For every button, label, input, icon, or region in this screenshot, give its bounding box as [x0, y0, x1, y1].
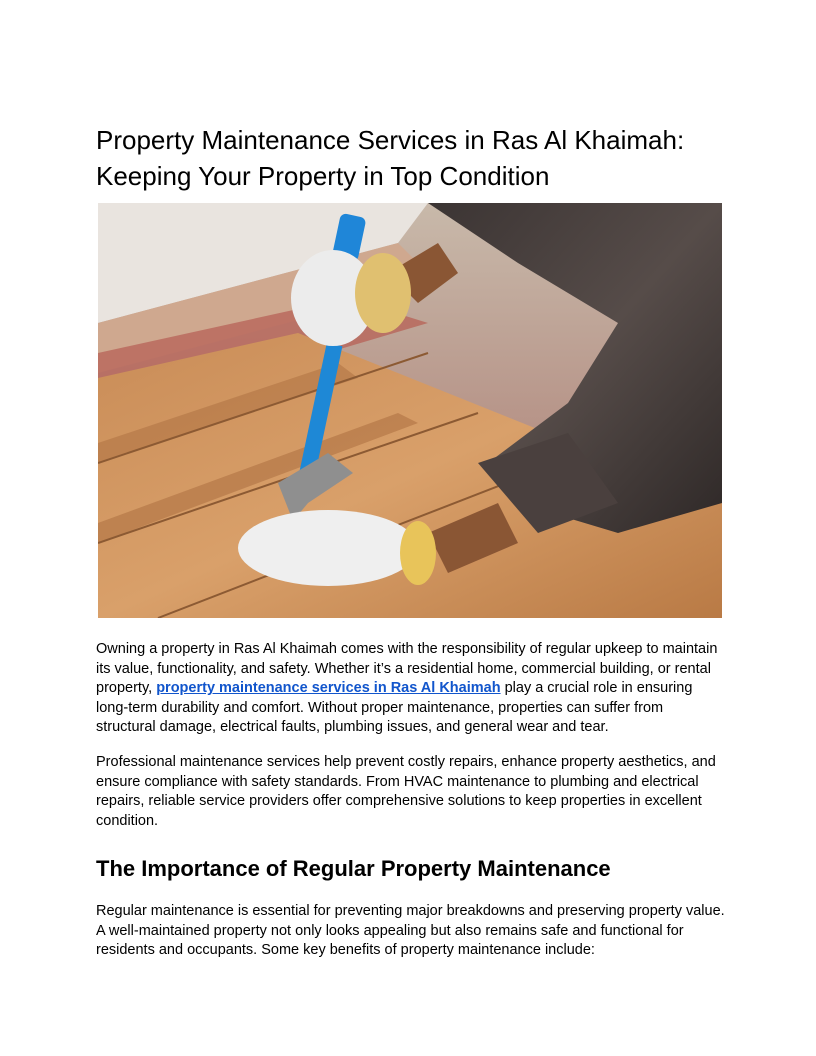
- paragraph-2: Professional maintenance services help prevent costly repairs, enhance property aesthetics, and ensure compliance with safety standards. From HVAC maintenance to plumbing and electrical repairs, reliable service providers offer comprehensive solutions to keep properties in excellent condition.: [96, 754, 716, 829]
- hero-image: [98, 203, 722, 618]
- intro-paragraph: [96, 640, 726, 738]
- section-heading: The Importance of Regular Property Maintenance: [96, 856, 611, 881]
- intro-text-after: play a crucial role in ensuring long-term durability and comfort. Without proper maintenance, properties can suffer from structural damage, electrical faults, plumbing issues, and general wear and tear.: [96, 680, 693, 736]
- paragraph-3: Regular maintenance is essential for preventing major breakdowns and preserving property value. A well-maintained property not only looks appealing but also remains safe and functional for residents and occupants. Some key benefits of property maintenance include:: [96, 903, 725, 959]
- title-line-1: Property Maintenance Services in Ras Al Khaimah:: [96, 125, 685, 155]
- page-title: [96, 122, 736, 194]
- intro-text-before: Owning a property in Ras Al Khaimah comes with the responsibility of regular upkeep to maintain its value, functionality, and safety. Whether it’s a residential home, commercial building, or rental property,: [96, 641, 718, 697]
- maintenance-services-link[interactable]: property maintenance services in Ras Al Khaimah: [156, 680, 501, 697]
- title-line-2: Keeping Your Property in Top Condition: [96, 161, 550, 191]
